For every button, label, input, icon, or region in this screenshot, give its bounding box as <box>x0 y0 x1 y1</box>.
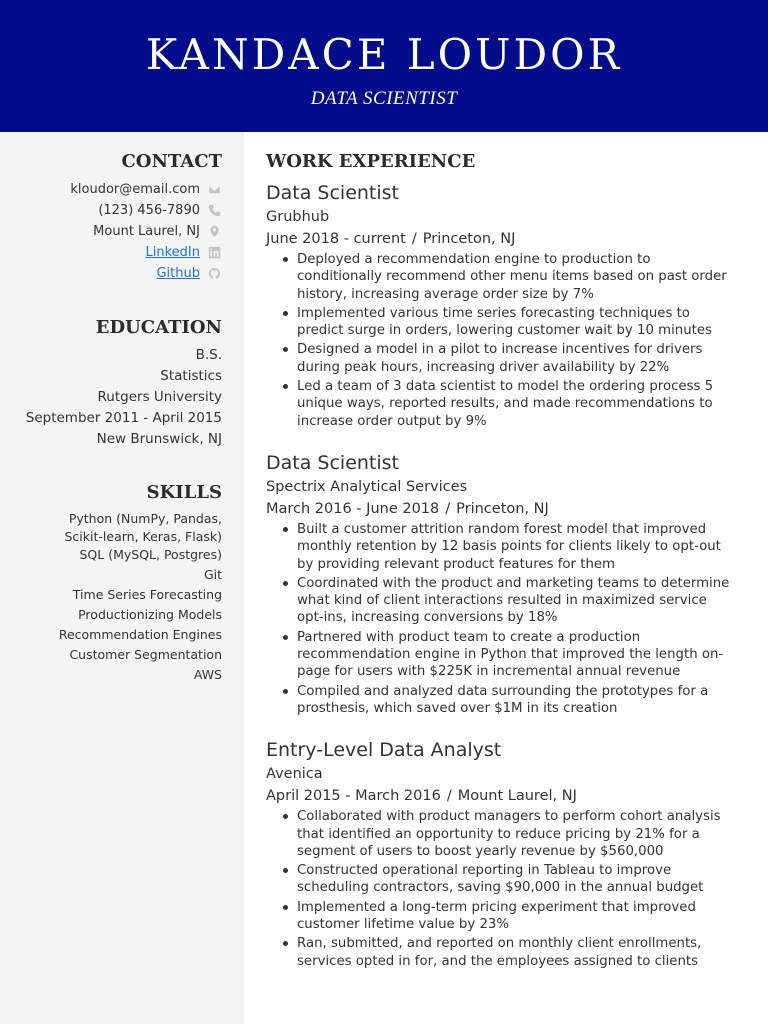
meta-separator: / <box>446 788 452 805</box>
skill-item: SQL (MySQL, Postgres) <box>79 547 222 562</box>
map-pin-icon <box>206 225 222 239</box>
education-heading: EDUCATION <box>95 317 222 338</box>
contact-phone <box>70 200 222 221</box>
skills-heading: SKILLS <box>146 482 222 503</box>
meta-separator: / <box>445 500 451 517</box>
job-location: Princeton, NJ <box>456 500 549 517</box>
job-bullet: Collaborated with product managers to perform cohort analysis that identified an opportunity to reduce pricing by 21% for a segment of users to boost yearly revenue by $560,000 <box>266 808 736 860</box>
job-title: Data Scientist <box>266 451 399 474</box>
contact-heading: CONTACT <box>121 151 222 172</box>
skills-section <box>59 481 222 685</box>
job-bullet: Led a team of 3 data scientist to model the ordering process 5 unique ways, reported results, and made recommendations to increase order output by 9% <box>266 378 736 430</box>
contact-section <box>70 150 222 284</box>
contact-linkedin <box>70 242 222 263</box>
job-bullet: Partnered with product team to create a production recommendation engine in Python that improved the length on-page for users with $225K in incremental annual revenue <box>266 629 736 681</box>
skill-item: Productionizing Models <box>78 607 222 622</box>
education-degree: B.S. <box>195 347 222 363</box>
contact-location <box>70 221 222 242</box>
job-bullet: Designed a model in a pilot to increase incentives for drivers during peak hours, increasing driver availability by 22% <box>266 341 736 376</box>
job-bullet: Compiled and analyzed data surrounding the prototypes for a prosthesis, which saved over $1M in its creation <box>266 683 736 718</box>
education-field: Statistics <box>160 368 222 384</box>
job-company: Avenica <box>266 766 323 783</box>
skill-item: Recommendation Engines <box>58 627 222 642</box>
resume-header <box>0 0 768 132</box>
education-school: Rutgers University <box>97 389 222 405</box>
job-bullet: Implemented various time series forecasting techniques to predict surge in orders, lowering customer wait by 10 minutes <box>266 305 736 340</box>
job-title: Data Scientist <box>266 182 399 204</box>
contact-github <box>70 263 222 284</box>
job-bullet: Constructed operational reporting in Tableau to improve scheduling contractors, saving $90,000 in the annual budget <box>266 862 736 897</box>
job-title: Entry-Level Data Analyst <box>266 739 502 762</box>
github-icon <box>206 267 222 281</box>
job-entry <box>266 737 736 970</box>
job-entry <box>266 450 736 717</box>
job-meta <box>266 785 736 807</box>
main-content <box>266 150 736 972</box>
sidebar <box>0 132 244 1024</box>
job-bullets <box>266 521 736 717</box>
phone-icon <box>206 204 222 218</box>
work-experience-heading: WORK EXPERIENCE <box>266 151 476 172</box>
job-bullet: Ran, submitted, and reported on monthly client enrollments, services opted in for, and the employees assigned to clients <box>266 935 736 970</box>
job-dates: April 2015 - March 2016 <box>266 788 441 805</box>
job-company: Grubhub <box>266 209 330 225</box>
email-text: kloudor@email.com <box>70 182 200 197</box>
job-bullet: Deployed a recommendation engine to production to conditionally recommend other menu items based on past order history, increasing average order size by 7% <box>266 251 736 303</box>
job-entry <box>266 180 736 430</box>
job-meta <box>266 498 736 520</box>
linkedin-link[interactable]: LinkedIn <box>145 245 200 260</box>
job-location: Princeton, NJ <box>422 231 516 247</box>
education-dates: September 2011 - April 2015 <box>25 410 222 426</box>
job-bullets <box>266 808 736 970</box>
job-bullet: Coordinated with the product and marketing teams to determine what kind of client interactions resulted in maximized service opt-ins, increasing conversions by 18% <box>266 575 736 627</box>
skill-item: Scikit-learn, Keras, Flask) <box>64 528 222 544</box>
github-link[interactable]: Github <box>156 266 200 281</box>
candidate-name: KANDACE LOUDOR <box>145 30 623 79</box>
job-location: Mount Laurel, NJ <box>457 788 577 805</box>
contact-email <box>70 179 222 200</box>
candidate-title: DATA SCIENTIST <box>310 88 458 109</box>
job-meta <box>266 228 736 250</box>
job-dates: March 2016 - June 2018 <box>266 500 440 517</box>
job-bullets <box>266 251 736 430</box>
meta-separator: / <box>411 231 417 247</box>
education-location: New Brunswick, NJ <box>96 431 222 447</box>
skill-item: Customer Segmentation <box>69 647 222 662</box>
job-company: Spectrix Analytical Services <box>266 478 468 495</box>
linkedin-icon <box>206 246 222 260</box>
skill-item: AWS <box>193 667 222 682</box>
job-dates: June 2018 - current <box>266 231 406 247</box>
skill-item: Git <box>203 567 222 582</box>
location-text: Mount Laurel, NJ <box>93 224 200 239</box>
phone-text: (123) 456-7890 <box>98 203 200 218</box>
skill-item: Python (NumPy, Pandas, <box>68 511 222 526</box>
envelope-icon <box>206 183 222 197</box>
job-bullet: Implemented a long-term pricing experiment that improved customer lifetime value by 23% <box>266 899 736 934</box>
skill-item: Time Series Forecasting <box>72 587 222 602</box>
job-bullet: Built a customer attrition random forest model that improved monthly retention by 12 basis points for clients likely to opt-out by providing relevant product features for them <box>266 521 736 573</box>
education-section <box>26 316 222 450</box>
